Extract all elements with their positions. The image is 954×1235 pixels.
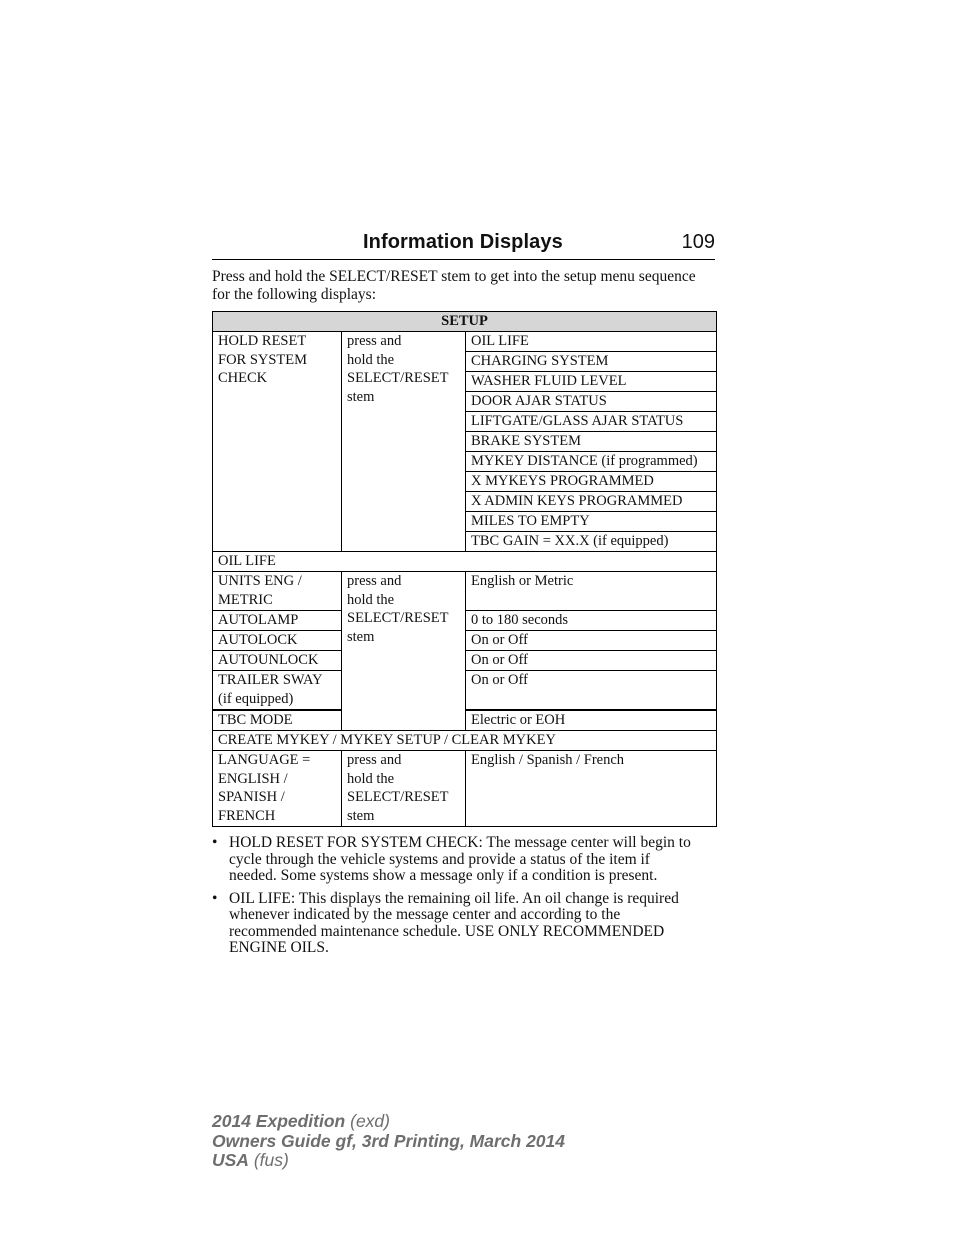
setting-label: UNITS ENG / METRIC	[213, 572, 342, 611]
bullet-marker: •	[212, 889, 218, 907]
bullet-marker: •	[212, 834, 218, 851]
language-value: English / Spanish / French	[466, 751, 717, 827]
footer-line-1: 2014 Expedition (exd)	[212, 1111, 390, 1131]
setting-value: On or Off	[466, 631, 717, 651]
setting-label: TBC MODE	[213, 710, 342, 731]
page-footer	[212, 1112, 565, 1171]
system-check-item: X ADMIN KEYS PROGRAMMED	[466, 492, 717, 512]
page-header	[212, 229, 715, 260]
system-check-item: BRAKE SYSTEM	[466, 432, 717, 452]
system-check-item: CHARGING SYSTEM	[466, 352, 717, 372]
setting-label: TRAILER SWAY (if equipped)	[213, 671, 342, 711]
mykey-row: CREATE MYKEY / MYKEY SETUP / CLEAR MYKEY	[213, 731, 717, 751]
intro-paragraph: Press and hold the SELECT/RESET stem to get into the setup menu sequence for the following displays:	[212, 268, 696, 303]
setting-value: 0 to 180 seconds	[466, 611, 717, 631]
oil-life-row: OIL LIFE	[213, 552, 717, 572]
bullet-list	[212, 835, 717, 963]
system-check-item: MILES TO EMPTY	[466, 512, 717, 532]
system-check-item: OIL LIFE	[466, 332, 717, 352]
setting-value: On or Off	[466, 671, 717, 711]
table-heading: SETUP	[213, 312, 717, 332]
system-check-item: LIFTGATE/GLASS AJAR STATUS	[466, 412, 717, 432]
setting-label: AUTOUNLOCK	[213, 651, 342, 671]
language-action: press and hold the SELECT/RESET stem	[342, 751, 466, 827]
system-check-item: DOOR AJAR STATUS	[466, 392, 717, 412]
section-title: Information Displays	[363, 231, 563, 253]
setting-label: AUTOLOCK	[213, 631, 342, 651]
setting-value: Electric or EOH	[466, 710, 717, 731]
system-check-item: TBC GAIN = XX.X (if equipped)	[466, 532, 717, 552]
page-number: 109	[681, 231, 715, 253]
setting-value: On or Off	[466, 651, 717, 671]
system-check-item: MYKEY DISTANCE (if programmed)	[466, 452, 717, 472]
bullet-oil-life: • OIL LIFE: This displays the remaining oil life. An oil change is required whenever indicated by the message center and according to the recommended maintenance schedule. USE ONLY RECOMMENDED ENGINE OILS.	[212, 889, 679, 956]
bullet-system-check: • HOLD RESET FOR SYSTEM CHECK: The message center will begin to cycle through the vehicle systems and provide a status of the item if needed. Some systems show a message only if a condition is present.	[212, 834, 691, 884]
footer-line-2: Owners Guide gf, 3rd Printing, March 2014	[212, 1130, 565, 1151]
system-check-item: X MYKEYS PROGRAMMED	[466, 472, 717, 492]
system-check-item: WASHER FLUID LEVEL	[466, 372, 717, 392]
system-check-action: press and hold the SELECT/RESET stem	[342, 332, 466, 552]
footer-line-3: USA (fus)	[212, 1150, 289, 1170]
system-check-label: HOLD RESET FOR SYSTEM CHECK	[213, 332, 342, 552]
setting-label: AUTOLAMP	[213, 611, 342, 631]
language-label: LANGUAGE = ENGLISH / SPANISH / FRENCH	[213, 751, 342, 827]
setup-table	[212, 311, 717, 827]
setting-value: English or Metric	[466, 572, 717, 611]
settings-action: press and hold the SELECT/RESET stem	[342, 572, 466, 731]
